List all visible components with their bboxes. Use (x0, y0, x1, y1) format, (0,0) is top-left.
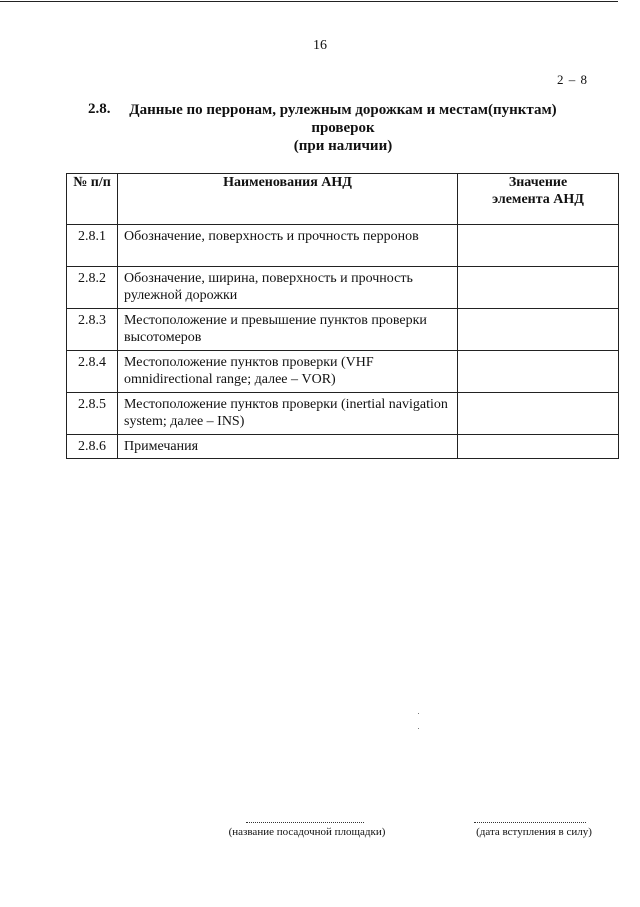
table-row (67, 309, 619, 351)
section-title (118, 101, 568, 155)
row-value-cell[interactable] (458, 435, 619, 459)
row-name: Обозначение, поверхность и прочность перронов (118, 225, 458, 267)
row-value-cell[interactable] (458, 267, 619, 309)
row-number: 2.8.3 (67, 309, 118, 351)
table-row (67, 393, 619, 435)
row-name: Местоположение пунктов проверки (VHF omnidirectional range; далее – VOR) (118, 351, 458, 393)
row-name: Обозначение, ширина, поверхность и прочность рулежной дорожки (118, 267, 458, 309)
page-number: 16 (313, 38, 327, 53)
row-name: Местоположение пунктов проверки (inertial navigation system; далее – INS) (118, 393, 458, 435)
section-code: 2 – 8 (557, 72, 588, 87)
effective-date-label: (дата вступления в силу) (476, 826, 592, 838)
section-title-line: Данные по перронам, рулежным дорожкам и местам(пунктам) (129, 102, 557, 118)
row-number: 2.8.1 (67, 225, 118, 267)
table-row (67, 351, 619, 393)
row-value-cell[interactable] (458, 309, 619, 351)
row-value-cell[interactable] (458, 351, 619, 393)
row-number: 2.8.6 (67, 435, 118, 459)
table-row (67, 267, 619, 309)
header-value-line: Значение (508, 175, 568, 190)
row-value-cell[interactable] (458, 225, 619, 267)
row-number: 2.8.2 (67, 267, 118, 309)
header-value (458, 174, 619, 225)
row-name: Примечания (118, 435, 458, 459)
table-row (67, 225, 619, 267)
section-title-line: (при наличии) (293, 138, 393, 154)
header-number: № п/п (67, 174, 118, 225)
top-edge-line (0, 1, 618, 2)
scan-speck (418, 713, 419, 714)
table-header-row (67, 174, 619, 225)
table-row (67, 435, 619, 459)
effective-date-line (474, 822, 586, 823)
section-title-line: проверок (311, 120, 375, 136)
row-number: 2.8.4 (67, 351, 118, 393)
row-number: 2.8.5 (67, 393, 118, 435)
aerodrome-name-label: (название посадочной площадки) (228, 826, 386, 838)
aerodrome-signature-line (246, 822, 364, 823)
scan-speck (418, 728, 419, 729)
header-value-line: элемента АНД (492, 192, 584, 207)
header-name: Наименования АНД (118, 174, 458, 225)
row-value-cell[interactable] (458, 393, 619, 435)
row-name: Местоположение и превышение пунктов проверки высотомеров (118, 309, 458, 351)
aerodrome-data-table (66, 173, 619, 459)
section-number: 2.8. (88, 101, 111, 117)
